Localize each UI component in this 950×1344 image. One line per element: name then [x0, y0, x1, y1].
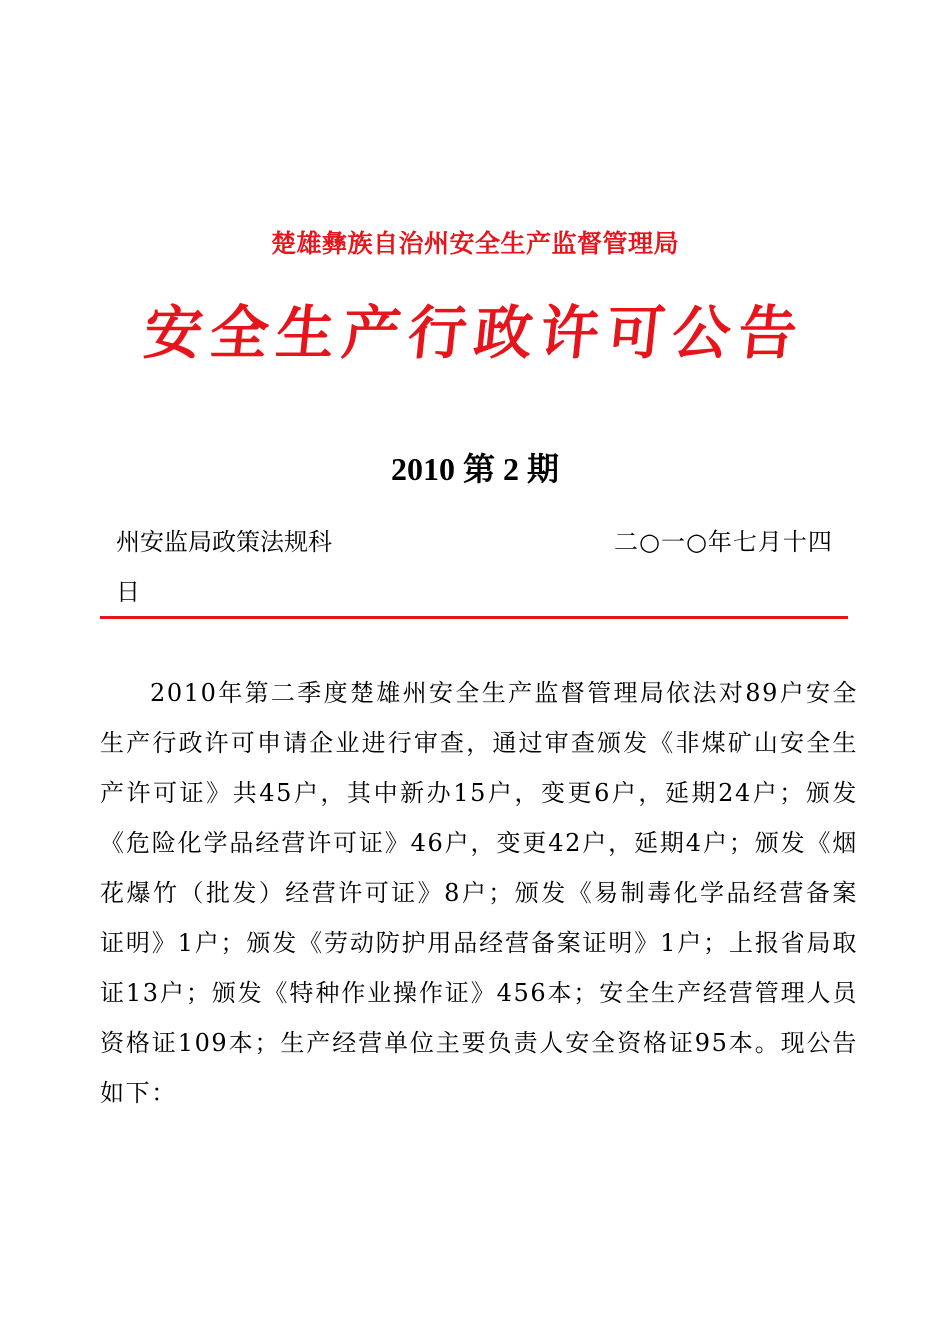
header-divider: [100, 616, 848, 619]
issue-date: 二○一○年七月十四: [614, 528, 833, 556]
issue-number: 2010 第 2 期: [390, 451, 559, 487]
issue-date-tail: 日: [116, 578, 140, 606]
announcement-body: 2010年第二季度楚雄州安全生产监督管理局依法对89户安全生产行政许可申请企业进行审查，通过审查颁发《非煤矿山安全生产许可证》共45户，其中新办15户，变更6户，延期24户；颁发《危险化学品经营许可证》46户，变更42户，延期4户；颁发《烟花爆竹（批发）经营许可证》8户；颁发《易制毒化学品经营备案证明》1户；颁发《劳动防护用品经营备案证明》1户；上报省局取证13户；颁发《特种作业操作证》456本；安全生产经营管理人员资格证109本；生产经营单位主要负责人安全资格证95本。现公告如下：: [100, 679, 858, 1107]
organization-title: 楚雄彝族自治州安全生产监督管理局: [270, 229, 679, 258]
issuing-department: 州安监局政策法规科: [116, 528, 332, 556]
announcement-title: 安全生产行政许可公告: [140, 299, 809, 367]
